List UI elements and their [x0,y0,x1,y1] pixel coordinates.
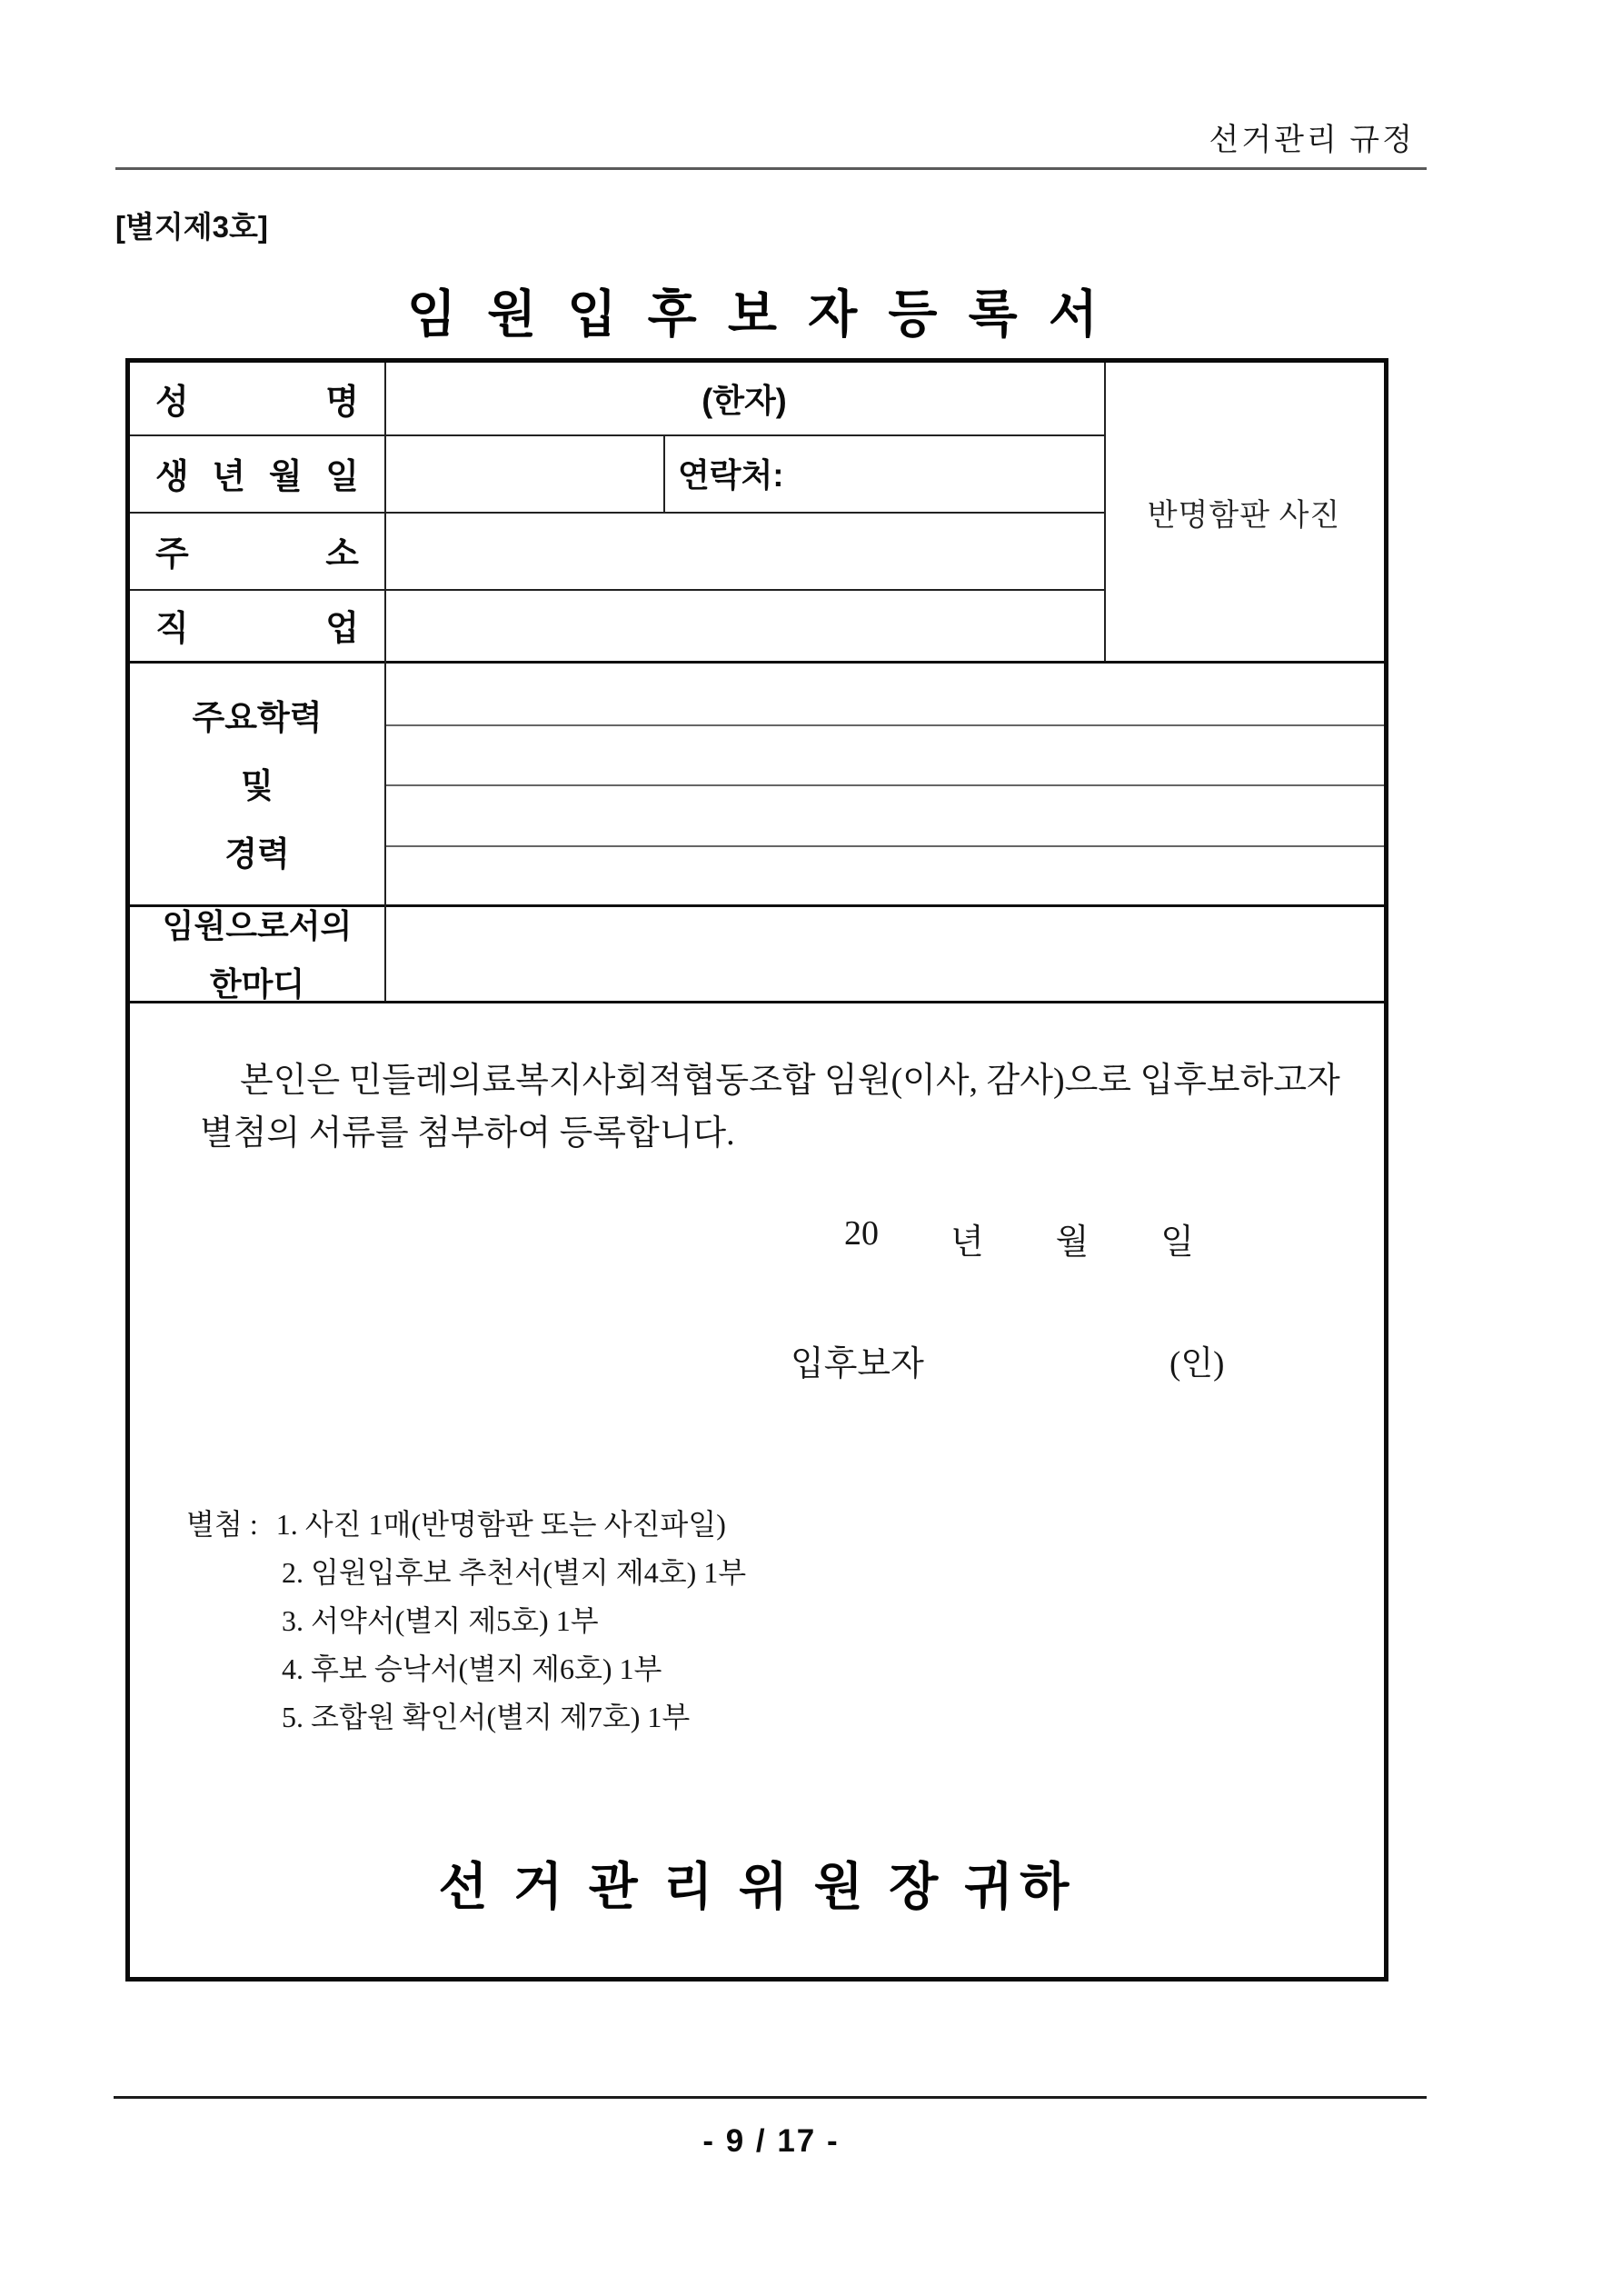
annex-number: [별지제3호] [115,210,268,244]
footer-rule [114,2096,1427,2099]
education-input-row-3 [384,784,1384,845]
page-number: - 9 / 17 - [702,2123,840,2159]
birth-label-char-2: 년 [212,458,246,496]
seal-hint: (인) [1169,1345,1225,1383]
job-label-cell [130,589,384,661]
document-title: 임 원 입 후 보 자 등 록 서 [406,287,1108,344]
attachment-item-1: 1. 사진 1매(반명함판 또는 사진파일) [275,1508,726,1541]
attachment-item-2: 2. 임원입후보 추천서(별지 제4호) 1부 [282,1556,747,1589]
birth-label-char-3: 월 [268,458,303,496]
date-line [844,1213,1194,1263]
job-input-cell [384,589,1104,661]
address-input-cell [384,512,1104,589]
declaration-line-2: 별첨의 서류를 첨부하여 등록합니다. [200,1114,735,1153]
date-month-unit: 월 [1055,1223,1090,1262]
education-label-line-1: 주요학력 [192,699,323,736]
education-input-row-2 [384,724,1384,784]
education-label-line-3: 경력 [224,835,290,873]
recipient-line: 선 거 관 리 위 원 장 귀하 [438,1860,1076,1916]
attachment-item-5: 5. 조합원 확인서(별지 제7호) 1부 [282,1701,691,1733]
birthdate-input-cell [384,434,663,512]
declaration-line-1: 본인은 민들레의료복지사회적협동조합 임원(이사, 감사)으로 입후보하고자 [240,1062,1340,1100]
job-label-char-1: 직 [155,610,189,648]
name-label-char-2: 명 [325,384,359,422]
attachment-item-3: 3. 서약서(별지 제5호) 1부 [282,1604,599,1637]
birth-label-char-1: 생 [155,458,189,496]
attachments-row-1 [186,1501,746,1549]
date-day-unit: 일 [1160,1223,1194,1262]
comment-label-line-1: 임원으로서의 [162,906,353,944]
header-regulation-title: 선거관리 규정 [1209,124,1415,157]
contact-cell [663,434,1104,512]
birth-label-char-4: 일 [325,458,359,496]
header-rule [115,167,1427,170]
birthdate-label-cell [130,434,384,512]
photo-placeholder-label: 반명함판 사진 [1147,498,1341,533]
hanja-hint: (한자) [702,382,787,419]
education-input-row-1 [384,661,1384,724]
comment-label-line-2: 한마디 [209,964,305,1003]
attachments-heading: 별첨 : [186,1508,258,1541]
registration-form-table [125,358,1388,1982]
name-label-char-1: 성 [155,384,189,422]
comment-label-cell [130,904,384,1001]
row-divider-comment-bottom [130,1001,1384,1003]
candidate-label: 입후보자 [791,1345,924,1383]
job-label-char-2: 업 [325,610,359,648]
address-label-cell [130,512,384,589]
comment-input-cell [384,904,1384,1001]
education-input-row-4 [384,845,1384,904]
contact-label: 연락처: [678,456,784,494]
address-label-char-2: 소 [325,535,359,574]
date-year-prefix: 20 [844,1214,879,1253]
date-year-unit: 년 [950,1223,984,1262]
name-label-cell [130,363,384,434]
address-label-char-1: 주 [155,535,189,574]
attachment-item-4: 4. 후보 승낙서(별지 제6호) 1부 [282,1652,662,1685]
education-label-cell [130,661,384,904]
photo-box [1104,363,1384,661]
attachments-list [186,1501,746,1742]
name-input-cell [384,363,1104,434]
education-label-line-2: 및 [241,767,274,804]
